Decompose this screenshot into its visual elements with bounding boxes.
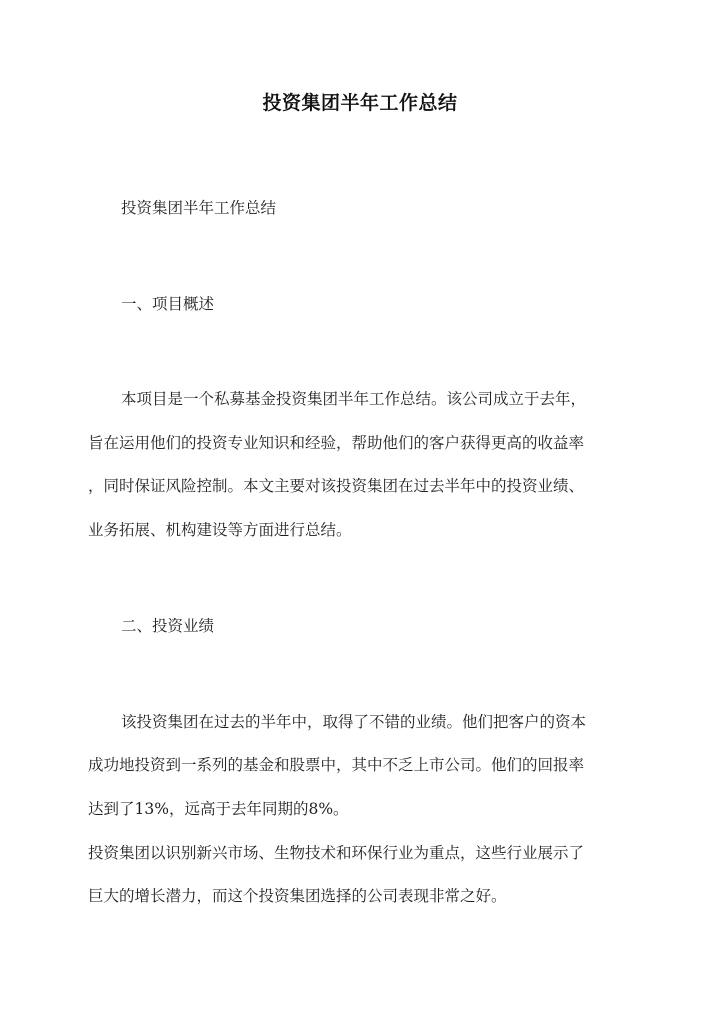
document-subtitle: 投资集团半年工作总结 (121, 199, 277, 217)
document-title: 投资集团半年工作总结 (262, 92, 458, 114)
paragraph-line: 本项目是一个私募基金投资集团半年工作总结。该公司成立于去年， (121, 390, 587, 408)
paragraph-line: 投资集团以识别新兴市场、生物技术和环保行业为重点，这些行业展示了 (88, 844, 585, 862)
paragraph-line: 该投资集团在过去的半年中，取得了不错的业绩。他们把客户的资本 (121, 713, 587, 731)
paragraph-line: 成功地投资到一系列的基金和股票中，其中不乏上市公司。他们的回报率 (88, 756, 585, 774)
section-heading-overview: 一、项目概述 (121, 295, 215, 313)
paragraph-line: 旨在运用他们的投资专业知识和经验，帮助他们的客户获得更高的收益率 (88, 434, 585, 452)
section-heading-performance: 二、投资业绩 (121, 617, 215, 635)
paragraph-line: 巨大的增长潜力，而这个投资集团选择的公司表现非常之好。 (88, 887, 507, 905)
paragraph-line: ，同时保证风险控制。本文主要对该投资集团在过去半年中的投资业绩、 (88, 477, 585, 495)
paragraph-line: 达到了13%，远高于去年同期的8%。 (88, 800, 349, 818)
paragraph-line: 业务拓展、机构建设等方面进行总结。 (88, 521, 352, 539)
